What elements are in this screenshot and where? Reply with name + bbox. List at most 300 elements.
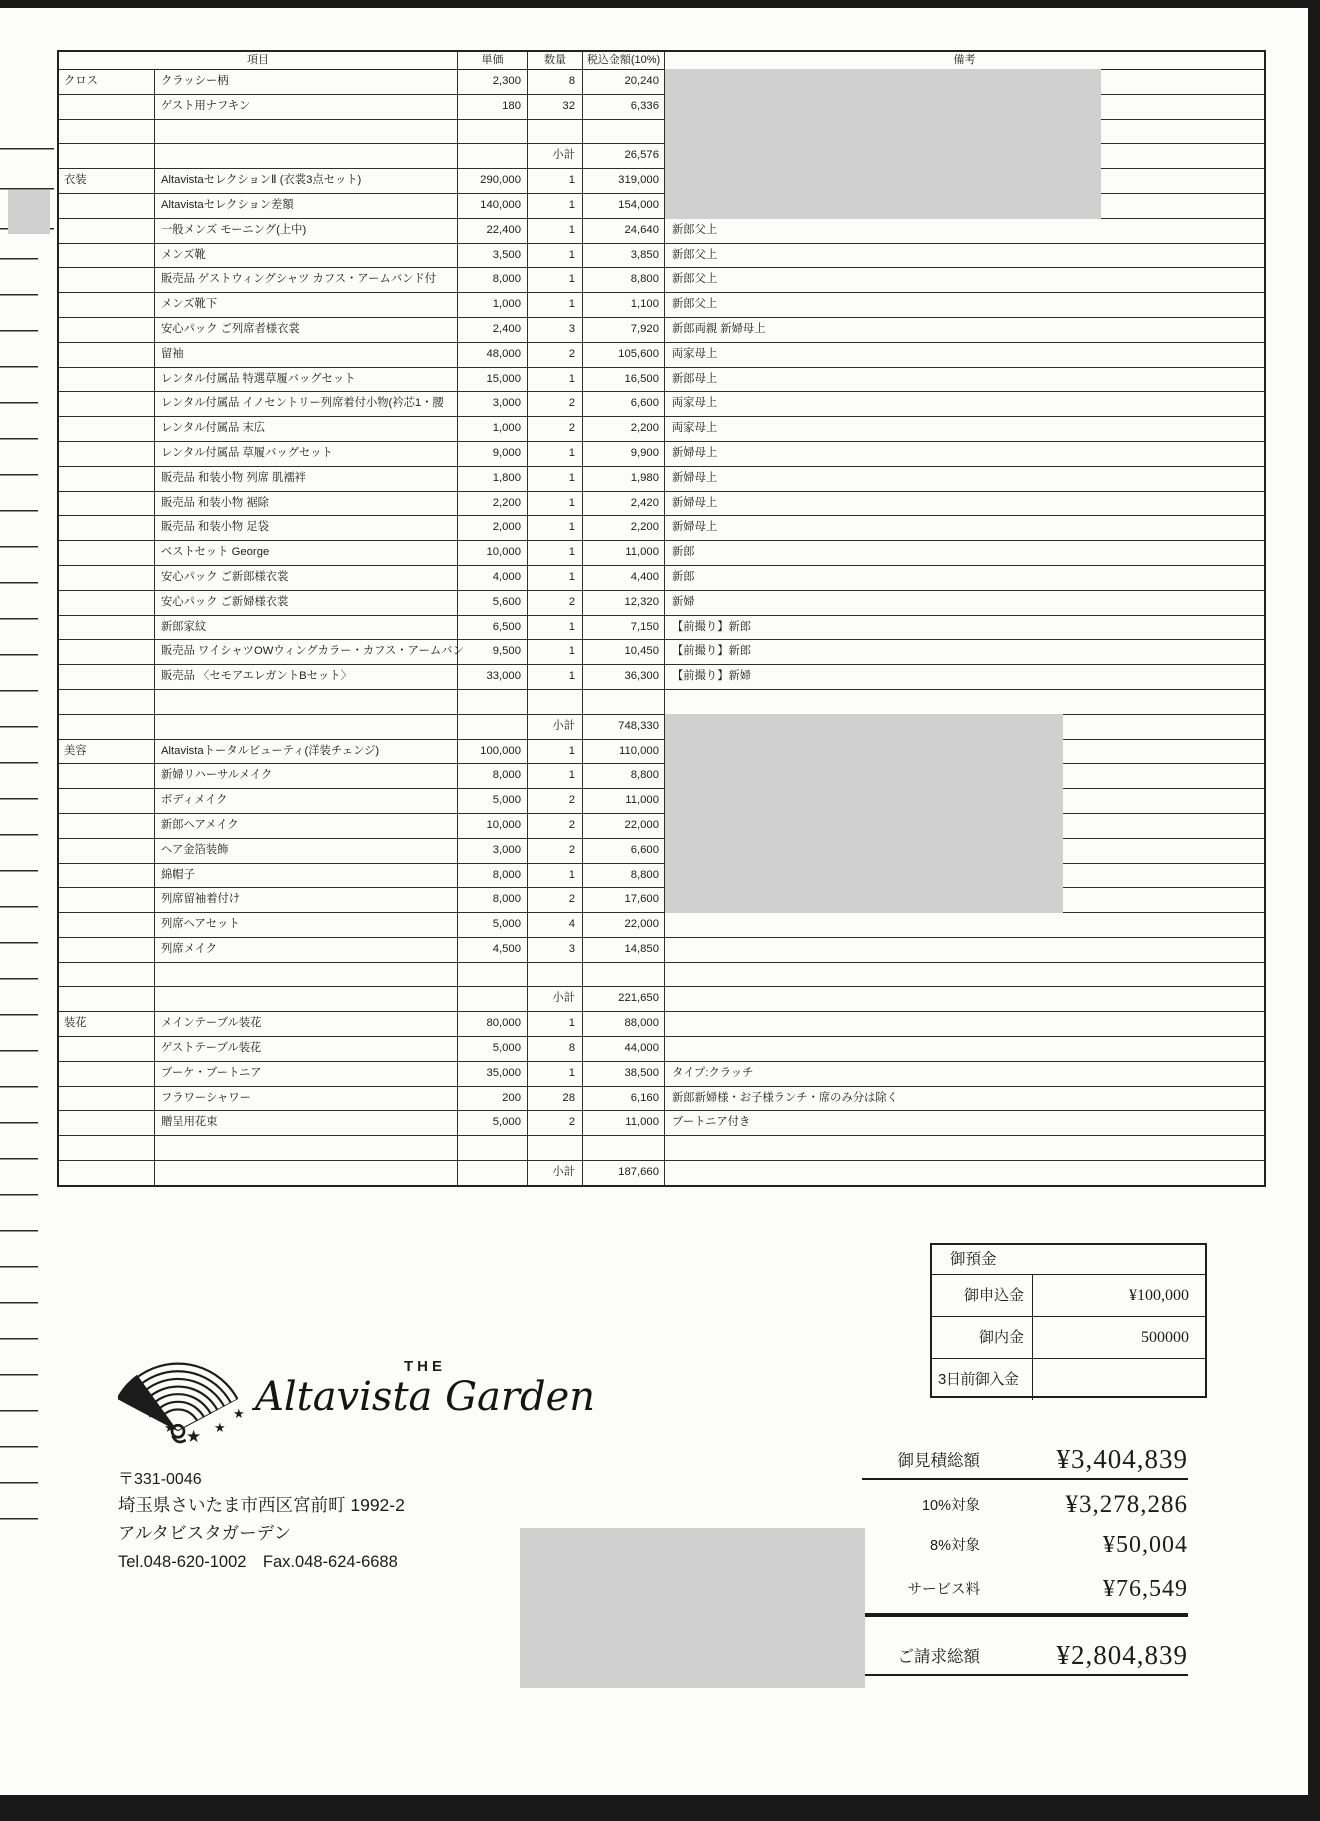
cell-item	[154, 963, 457, 987]
table-row	[59, 95, 1264, 120]
cell-qty: 32	[527, 95, 582, 119]
cell-item: メンズ靴下	[154, 293, 457, 317]
table-row	[59, 814, 1264, 839]
cell-unit: 180	[457, 95, 527, 119]
table-row	[59, 591, 1264, 616]
cell-rem: 【前撮り】新郎	[664, 616, 1264, 640]
cell-unit: 5,000	[457, 789, 527, 813]
cell-amt: 88,000	[582, 1012, 664, 1036]
cell-unit: 5,600	[457, 591, 527, 615]
cell-qty: 2	[527, 839, 582, 863]
cell-rem: 新郎	[664, 541, 1264, 565]
cell-unit: 1,000	[457, 293, 527, 317]
total-label: ご請求総額	[897, 1648, 980, 1666]
cell-rem	[664, 1161, 1264, 1185]
cell-unit	[457, 690, 527, 714]
cell-rem	[664, 194, 1264, 218]
cell-cat	[59, 1161, 154, 1185]
redaction-box	[665, 887, 1063, 913]
table-row	[59, 913, 1264, 938]
total-label: 御見積総額	[897, 1452, 980, 1470]
star-icon: ★	[214, 1420, 226, 1435]
table-row	[59, 888, 1264, 913]
cell-unit: 2,200	[457, 492, 527, 516]
cell-qty: 1	[527, 492, 582, 516]
cell-rem	[664, 963, 1264, 987]
cell-unit: 80,000	[457, 1012, 527, 1036]
cell-amt: 1,980	[582, 467, 664, 491]
deposit-box	[930, 1243, 1207, 1398]
cell-qty: 1	[527, 244, 582, 268]
cell-unit: 200	[457, 1087, 527, 1111]
cell-item: レンタル付属品 イノセントリー列席着付小物(衿芯1・腰	[154, 392, 457, 416]
cell-qty: 1	[527, 368, 582, 392]
table-row	[59, 144, 1264, 169]
cell-qty: 1	[527, 268, 582, 292]
table-row	[59, 690, 1264, 715]
redaction-box	[665, 763, 1063, 789]
cell-qty: 2	[527, 789, 582, 813]
cell-rem	[664, 95, 1264, 119]
cell-unit: 5,000	[457, 913, 527, 937]
cell-qty: 1	[527, 293, 582, 317]
table-row	[59, 492, 1264, 517]
cell-cat	[59, 293, 154, 317]
cell-rem: 新郎父上	[664, 219, 1264, 243]
cell-cat	[59, 616, 154, 640]
deposit-label: 3日前御入金	[938, 1371, 1019, 1388]
cell-rem	[664, 740, 1264, 764]
cell-item: ヘア金箔装飾	[154, 839, 457, 863]
cell-cat	[59, 95, 154, 119]
cell-unit: 4,500	[457, 938, 527, 962]
header-quantity: 数量	[527, 52, 582, 69]
table-row	[59, 442, 1264, 467]
cell-qty: 小計	[527, 987, 582, 1011]
brand-the-label: THE	[404, 1358, 446, 1375]
cell-rem: 新婦	[664, 591, 1264, 615]
total-row-10pct	[862, 1486, 1188, 1522]
cell-unit: 10,000	[457, 541, 527, 565]
table-row	[59, 368, 1264, 393]
cell-cat	[59, 938, 154, 962]
cell-unit: 8,000	[457, 764, 527, 788]
cell-item: 贈呈用花束	[154, 1111, 457, 1135]
cell-amt: 105,600	[582, 343, 664, 367]
company-tel-fax: Tel.048-620-1002 Fax.048-624-6688	[118, 1553, 398, 1571]
cell-amt: 2,420	[582, 492, 664, 516]
cell-item	[154, 1161, 457, 1185]
cell-cat	[59, 591, 154, 615]
cell-item: 安心パック ご列席者様衣裳	[154, 318, 457, 342]
table-row	[59, 516, 1264, 541]
cell-amt: 2,200	[582, 417, 664, 441]
cell-item: ボディメイク	[154, 789, 457, 813]
cell-amt: 7,920	[582, 318, 664, 342]
cell-unit: 3,000	[457, 392, 527, 416]
table-row	[59, 392, 1264, 417]
cell-item: レンタル付属品 特選草履バッグセット	[154, 368, 457, 392]
cell-qty: 2	[527, 392, 582, 416]
cell-unit	[457, 715, 527, 739]
cell-amt: 44,000	[582, 1037, 664, 1061]
cell-amt: 17,600	[582, 888, 664, 912]
redaction-box	[665, 119, 1101, 145]
cell-qty: 3	[527, 318, 582, 342]
cell-rem: 新郎	[664, 566, 1264, 590]
cell-qty: 28	[527, 1087, 582, 1111]
cell-qty: 1	[527, 541, 582, 565]
cell-rem	[664, 690, 1264, 714]
cell-qty: 2	[527, 888, 582, 912]
cell-amt	[582, 963, 664, 987]
cell-amt: 16,500	[582, 368, 664, 392]
cell-cat	[59, 417, 154, 441]
table-row	[59, 1111, 1264, 1136]
cell-item: 販売品 〈セモアエレガントBセット〉	[154, 665, 457, 689]
table-row	[59, 219, 1264, 244]
cell-rem	[664, 70, 1264, 94]
total-label: サービス料	[907, 1582, 980, 1598]
table-row	[59, 318, 1264, 343]
cell-amt: 187,660	[582, 1161, 664, 1185]
deposit-value	[1032, 1359, 1205, 1400]
cell-rem: タイプ:クラッチ	[664, 1062, 1264, 1086]
cell-cat	[59, 467, 154, 491]
cell-item: メンズ靴	[154, 244, 457, 268]
cell-qty	[527, 120, 582, 144]
cell-rem	[664, 888, 1264, 912]
cell-qty: 小計	[527, 715, 582, 739]
redaction-box	[665, 193, 1101, 219]
cell-unit: 22,400	[457, 219, 527, 243]
total-row-service-fee	[862, 1566, 1188, 1606]
redaction-box	[665, 94, 1101, 120]
cell-rem: 新婦母上	[664, 516, 1264, 540]
redaction-box	[665, 69, 1101, 95]
cell-item	[154, 144, 457, 168]
cell-item: 販売品 ゲストウィングシャツ カフス・アームバンド付	[154, 268, 457, 292]
deposit-row-application	[932, 1275, 1205, 1317]
cell-cat	[59, 640, 154, 664]
cell-item	[154, 715, 457, 739]
cell-item: Altavistaトータルビューティ(洋装チェンジ)	[154, 740, 457, 764]
cell-qty: 2	[527, 343, 582, 367]
redaction-box	[665, 838, 1063, 864]
cell-amt: 11,000	[582, 541, 664, 565]
cell-cat	[59, 715, 154, 739]
table-row	[59, 566, 1264, 591]
cell-rem	[664, 913, 1264, 937]
cell-rem: 【前撮り】新郎	[664, 640, 1264, 664]
cell-cat	[59, 244, 154, 268]
cell-qty: 1	[527, 467, 582, 491]
table-row	[59, 194, 1264, 219]
redaction-box	[520, 1528, 865, 1688]
cell-item: フラワーシャワー	[154, 1087, 457, 1111]
cell-cat	[59, 1136, 154, 1160]
table-row	[59, 293, 1264, 318]
cell-cat	[59, 194, 154, 218]
cell-rem: 新郎両親 新婦母上	[664, 318, 1264, 342]
table-row	[59, 789, 1264, 814]
cell-unit: 4,000	[457, 566, 527, 590]
cell-unit: 1,000	[457, 417, 527, 441]
cell-qty: 1	[527, 665, 582, 689]
cell-cat: クロス	[64, 75, 98, 87]
cell-amt: 4,400	[582, 566, 664, 590]
cell-rem	[664, 987, 1264, 1011]
cell-item	[154, 987, 457, 1011]
scanned-page	[0, 8, 1308, 1795]
total-label: 10%対象	[921, 1498, 980, 1514]
cell-cat	[59, 442, 154, 466]
table-row	[59, 70, 1264, 95]
cell-rem	[664, 144, 1264, 168]
cell-amt: 2,200	[582, 516, 664, 540]
cell-rem: 両家母上	[664, 343, 1264, 367]
cell-item: ゲスト用ナフキン	[154, 95, 457, 119]
cell-item: 列席メイク	[154, 938, 457, 962]
cell-item: 列席留袖着付け	[154, 888, 457, 912]
cell-amt: 11,000	[582, 1111, 664, 1135]
cell-qty: 1	[527, 516, 582, 540]
cell-amt: 6,160	[582, 1087, 664, 1111]
cell-amt: 11,000	[582, 789, 664, 813]
cell-unit	[457, 1136, 527, 1160]
table-body	[59, 70, 1264, 1185]
cell-item	[154, 120, 457, 144]
cell-qty: 1	[527, 219, 582, 243]
cell-item: 販売品 和装小物 列席 肌襦袢	[154, 467, 457, 491]
deposit-value: 500000	[1032, 1317, 1205, 1358]
redaction-box	[665, 168, 1101, 194]
cell-qty: 4	[527, 913, 582, 937]
cell-rem: 【前撮り】新婦	[664, 665, 1264, 689]
table-row	[59, 1087, 1264, 1112]
cell-amt: 10,450	[582, 640, 664, 664]
cell-qty: 小計	[527, 144, 582, 168]
cell-amt: 6,600	[582, 839, 664, 863]
cell-amt: 22,000	[582, 913, 664, 937]
cell-qty: 8	[527, 1037, 582, 1061]
cell-qty: 1	[527, 640, 582, 664]
cell-rem	[664, 938, 1264, 962]
cell-rem: 新婦母上	[664, 492, 1264, 516]
table-row	[59, 963, 1264, 988]
invoice-items-table	[57, 50, 1266, 1187]
total-value: ¥2,804,839	[1056, 1640, 1188, 1670]
cell-item: ブーケ・ブートニア	[154, 1062, 457, 1086]
cell-cat	[59, 392, 154, 416]
cell-rem: 新婦母上	[664, 442, 1264, 466]
cell-cat	[59, 864, 154, 888]
cell-qty: 2	[527, 591, 582, 615]
star-icon: ★	[164, 1420, 176, 1435]
cell-rem: 両家母上	[664, 392, 1264, 416]
cell-unit: 9,500	[457, 640, 527, 664]
cell-item: 新郎家紋	[154, 616, 457, 640]
cell-cat	[59, 144, 154, 168]
cell-rem: 新郎母上	[664, 368, 1264, 392]
cell-item: 列席ヘアセット	[154, 913, 457, 937]
cell-cat	[59, 120, 154, 144]
cell-qty: 8	[527, 70, 582, 94]
cell-qty: 2	[527, 814, 582, 838]
cell-amt: 7,150	[582, 616, 664, 640]
company-postal-code: 〒331-0046	[118, 1471, 202, 1488]
cell-unit: 8,000	[457, 268, 527, 292]
cell-unit: 9,000	[457, 442, 527, 466]
cell-qty: 2	[527, 1111, 582, 1135]
table-row	[59, 938, 1264, 963]
table-row	[59, 764, 1264, 789]
cell-amt: 6,600	[582, 392, 664, 416]
cell-unit: 5,000	[457, 1111, 527, 1135]
redaction-box	[665, 788, 1063, 814]
cell-cat	[59, 318, 154, 342]
cell-qty: 1	[527, 566, 582, 590]
cell-amt: 38,500	[582, 1062, 664, 1086]
cell-cat	[59, 219, 154, 243]
cell-unit: 8,000	[457, 888, 527, 912]
company-name-kana: アルタビスタガーデン	[118, 1523, 292, 1543]
table-row	[59, 417, 1264, 442]
cell-rem: 両家母上	[664, 417, 1264, 441]
table-row	[59, 541, 1264, 566]
cell-item: ベストセット George	[154, 541, 457, 565]
deposit-box-title: 御預金	[932, 1245, 1205, 1275]
cell-unit: 33,000	[457, 665, 527, 689]
total-value: ¥50,004	[1103, 1532, 1188, 1558]
cell-amt: 9,900	[582, 442, 664, 466]
cell-item: 安心パック ご新郎様衣裳	[154, 566, 457, 590]
cell-qty: 1	[527, 740, 582, 764]
cell-rem: 新郎父上	[664, 293, 1264, 317]
cell-unit: 2,400	[457, 318, 527, 342]
cell-cat	[59, 665, 154, 689]
cell-cat	[59, 888, 154, 912]
cell-rem: 新郎新婦様・お子様ランチ・席のみ分は除く	[664, 1087, 1264, 1111]
cell-unit: 100,000	[457, 740, 527, 764]
cell-amt: 14,850	[582, 938, 664, 962]
table-row	[59, 1136, 1264, 1161]
cell-rem	[664, 120, 1264, 144]
cell-cat	[59, 566, 154, 590]
table-row	[59, 120, 1264, 145]
cell-cat	[59, 368, 154, 392]
cell-amt: 154,000	[582, 194, 664, 218]
table-header-row	[59, 52, 1264, 70]
cell-rem	[664, 1037, 1264, 1061]
redaction-box	[665, 863, 1063, 889]
cell-amt: 12,320	[582, 591, 664, 615]
total-label: 8%対象	[930, 1538, 980, 1554]
table-row	[59, 665, 1264, 690]
company-address: 埼玉県さいたま市西区宮前町 1992-2	[118, 1495, 405, 1515]
table-row	[59, 616, 1264, 641]
cell-item: クラッシー柄	[154, 70, 457, 94]
cell-cat	[59, 343, 154, 367]
cell-qty: 1	[527, 864, 582, 888]
cell-cat	[59, 987, 154, 1011]
cell-cat	[59, 1087, 154, 1111]
star-icon: ★	[186, 1427, 202, 1446]
table-row	[59, 1161, 1264, 1185]
brand-name: Altavista Garden	[254, 1374, 596, 1420]
cell-amt	[582, 120, 664, 144]
deposit-row-3days-before	[932, 1359, 1205, 1400]
star-icon: ★	[233, 1406, 245, 1421]
cell-rem	[664, 1136, 1264, 1160]
table-row	[59, 1012, 1264, 1037]
cell-unit	[457, 963, 527, 987]
cell-cat	[59, 541, 154, 565]
cell-amt: 36,300	[582, 665, 664, 689]
table-row	[59, 268, 1264, 293]
cell-unit: 3,500	[457, 244, 527, 268]
cell-amt: 319,000	[582, 169, 664, 193]
cell-qty	[527, 963, 582, 987]
cell-qty: 2	[527, 417, 582, 441]
cell-unit	[457, 120, 527, 144]
total-row-billing-total	[862, 1630, 1188, 1676]
cell-item: 綿帽子	[154, 864, 457, 888]
cell-amt: 24,640	[582, 219, 664, 243]
cell-amt: 6,336	[582, 95, 664, 119]
deposit-label: 御内金	[978, 1329, 1024, 1346]
cell-amt	[582, 1136, 664, 1160]
cell-qty: 1	[527, 1012, 582, 1036]
cell-rem	[664, 864, 1264, 888]
total-value: ¥76,549	[1103, 1576, 1188, 1602]
cell-unit	[457, 987, 527, 1011]
cell-amt: 3,850	[582, 244, 664, 268]
cell-item: 留袖	[154, 343, 457, 367]
cell-unit: 1,800	[457, 467, 527, 491]
cell-amt: 20,240	[582, 70, 664, 94]
cell-rem	[664, 1012, 1264, 1036]
cell-rem	[664, 814, 1264, 838]
cell-amt: 8,800	[582, 864, 664, 888]
cell-unit: 2,300	[457, 70, 527, 94]
total-value: ¥3,278,286	[1065, 1491, 1188, 1518]
cell-rem	[664, 839, 1264, 863]
star-icon: ★	[146, 1406, 158, 1421]
cell-cat	[59, 1111, 154, 1135]
cell-cat	[59, 789, 154, 813]
header-amount: 税込金額(10%)	[582, 52, 664, 69]
cell-unit: 5,000	[457, 1037, 527, 1061]
cell-unit: 3,000	[457, 839, 527, 863]
table-row	[59, 169, 1264, 194]
cell-unit: 15,000	[457, 368, 527, 392]
cell-rem: 新郎父上	[664, 244, 1264, 268]
cell-unit	[457, 144, 527, 168]
cell-cat	[59, 839, 154, 863]
cell-rem: 新郎父上	[664, 268, 1264, 292]
table-row	[59, 244, 1264, 269]
cell-rem	[664, 169, 1264, 193]
cell-cat	[59, 690, 154, 714]
cell-item: メインテーブル装花	[154, 1012, 457, 1036]
cell-cat	[59, 913, 154, 937]
total-value: ¥3,404,839	[1056, 1444, 1188, 1474]
cell-cat	[59, 516, 154, 540]
table-row	[59, 343, 1264, 368]
scan-artifact-lines	[0, 258, 38, 1532]
cell-rem	[664, 715, 1264, 739]
